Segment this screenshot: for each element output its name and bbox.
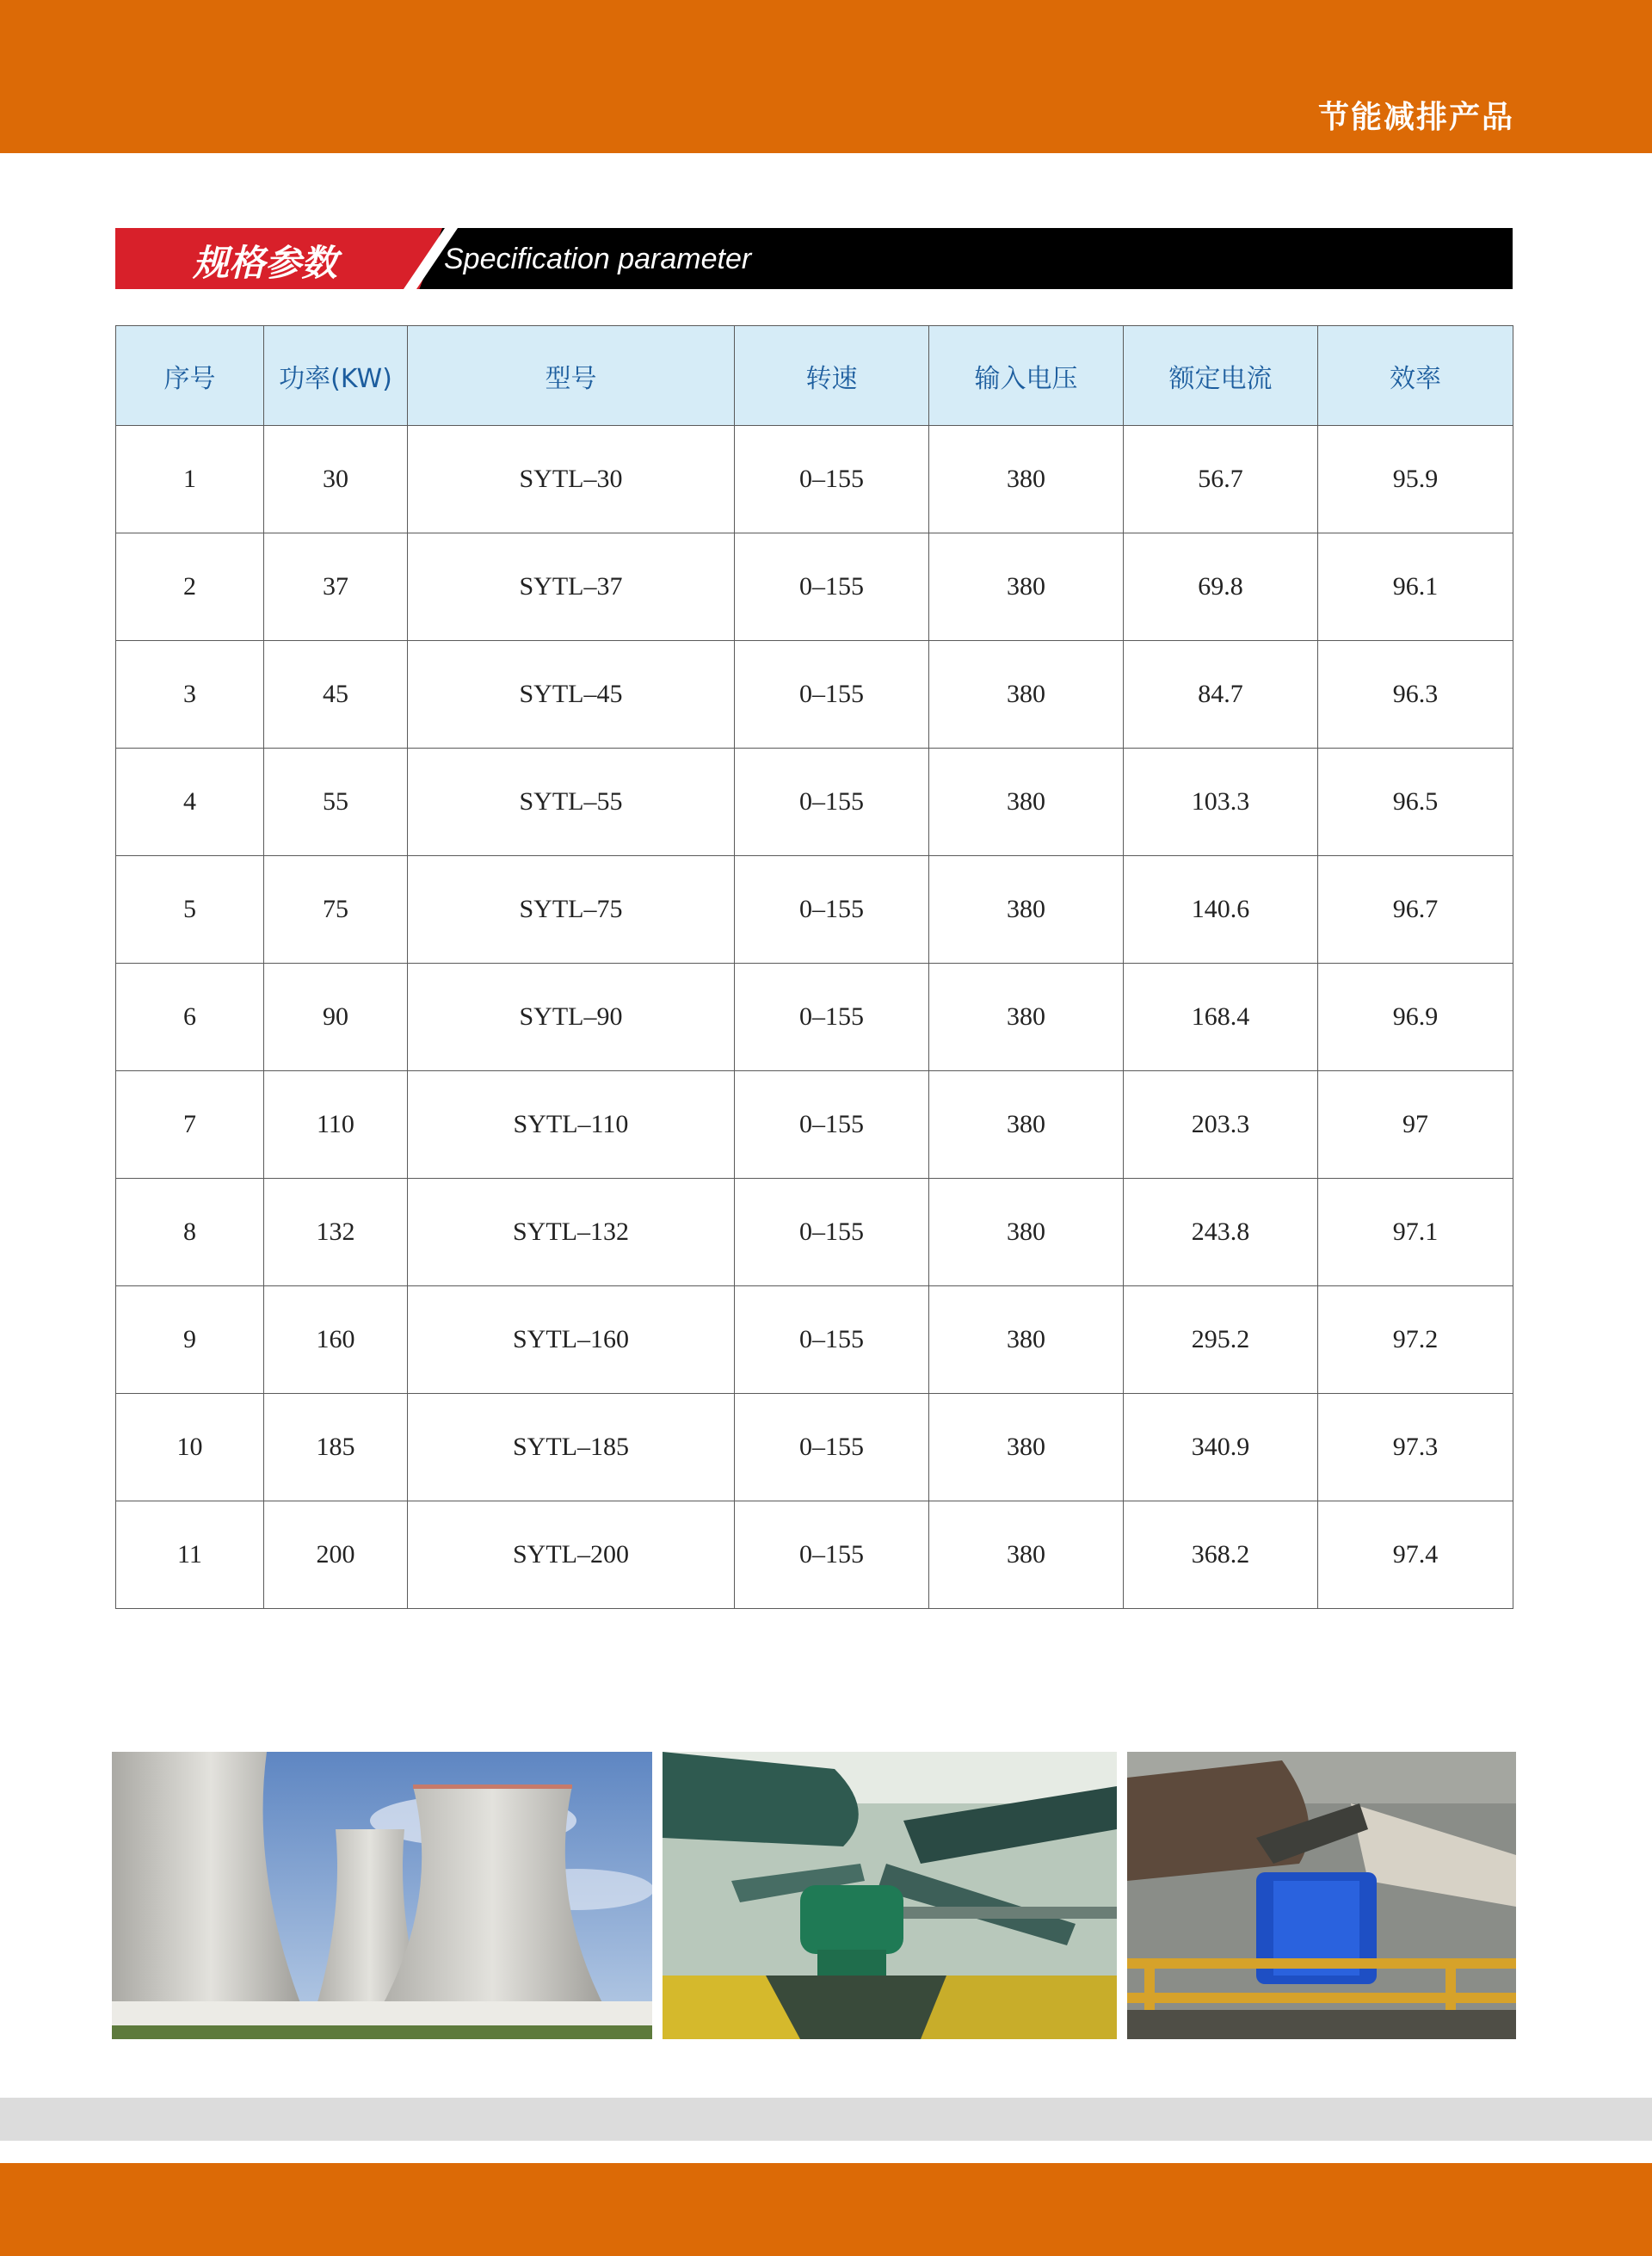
photo-strip bbox=[0, 1752, 1652, 2039]
table-row bbox=[116, 1286, 1513, 1394]
table-cell: 380 bbox=[929, 1071, 1124, 1179]
table-cell: 380 bbox=[929, 856, 1124, 964]
table-cell: 45 bbox=[264, 641, 408, 749]
table-cell: 368.2 bbox=[1124, 1501, 1318, 1609]
table-cell: 132 bbox=[264, 1179, 408, 1286]
table-cell: 380 bbox=[929, 1286, 1124, 1394]
table-cell: 110 bbox=[264, 1071, 408, 1179]
column-header: 功率(KW) bbox=[264, 326, 408, 426]
column-header: 额定电流 bbox=[1124, 326, 1318, 426]
footer-grey-band bbox=[0, 2098, 1652, 2141]
table-cell: SYTL–110 bbox=[408, 1071, 735, 1179]
table-row bbox=[116, 533, 1513, 641]
table-cell: 8 bbox=[116, 1179, 264, 1286]
column-header: 序号 bbox=[116, 326, 264, 426]
section-header bbox=[115, 228, 1513, 289]
table-cell: 0–155 bbox=[735, 1179, 929, 1286]
table-cell: 96.1 bbox=[1318, 533, 1513, 641]
blue-motor-photo bbox=[1127, 1752, 1516, 2039]
table-cell: 0–155 bbox=[735, 856, 929, 964]
table-cell: 0–155 bbox=[735, 641, 929, 749]
table-cell: 0–155 bbox=[735, 964, 929, 1071]
table-header-row bbox=[116, 326, 1513, 426]
table-cell: 11 bbox=[116, 1501, 264, 1609]
table-cell: 97.4 bbox=[1318, 1501, 1513, 1609]
table-cell: 30 bbox=[264, 426, 408, 533]
table-cell: 96.5 bbox=[1318, 749, 1513, 856]
table-row bbox=[116, 641, 1513, 749]
footer-orange-band bbox=[0, 2163, 1652, 2256]
table-cell: 380 bbox=[929, 1501, 1124, 1609]
table-cell: 6 bbox=[116, 964, 264, 1071]
table-cell: SYTL–75 bbox=[408, 856, 735, 964]
table-cell: 10 bbox=[116, 1394, 264, 1501]
table-cell: 140.6 bbox=[1124, 856, 1318, 964]
table-cell: 56.7 bbox=[1124, 426, 1318, 533]
table-cell: 380 bbox=[929, 426, 1124, 533]
table-cell: 380 bbox=[929, 1179, 1124, 1286]
table-cell: 185 bbox=[264, 1394, 408, 1501]
table-cell: 37 bbox=[264, 533, 408, 641]
table-cell: 0–155 bbox=[735, 426, 929, 533]
table-cell: 380 bbox=[929, 964, 1124, 1071]
table-row bbox=[116, 964, 1513, 1071]
table-cell: 96.3 bbox=[1318, 641, 1513, 749]
column-header: 型号 bbox=[408, 326, 735, 426]
table-cell: SYTL–45 bbox=[408, 641, 735, 749]
table-cell: 0–155 bbox=[735, 1286, 929, 1394]
table-row bbox=[116, 1071, 1513, 1179]
table-cell: 96.9 bbox=[1318, 964, 1513, 1071]
table-cell: SYTL–55 bbox=[408, 749, 735, 856]
table-cell: 1 bbox=[116, 426, 264, 533]
fan-motor-photo bbox=[663, 1752, 1117, 2039]
table-cell: 84.7 bbox=[1124, 641, 1318, 749]
table-cell: 97 bbox=[1318, 1071, 1513, 1179]
section-title-cn: 规格参数 bbox=[193, 242, 338, 284]
column-header: 转速 bbox=[735, 326, 929, 426]
table-cell: 2 bbox=[116, 533, 264, 641]
table-cell: 7 bbox=[116, 1071, 264, 1179]
table-cell: 97.2 bbox=[1318, 1286, 1513, 1394]
spec-table bbox=[115, 325, 1513, 1609]
table-cell: 95.9 bbox=[1318, 426, 1513, 533]
table-cell: 0–155 bbox=[735, 1071, 929, 1179]
table-cell: 3 bbox=[116, 641, 264, 749]
table-cell: SYTL–185 bbox=[408, 1394, 735, 1501]
table-cell: 97.1 bbox=[1318, 1179, 1513, 1286]
table-cell: 168.4 bbox=[1124, 964, 1318, 1071]
top-banner bbox=[0, 0, 1652, 153]
table-cell: 96.7 bbox=[1318, 856, 1513, 964]
section-title-en: Specification parameter bbox=[444, 243, 752, 275]
table-row bbox=[116, 1501, 1513, 1609]
table-cell: 380 bbox=[929, 749, 1124, 856]
table-cell: SYTL–160 bbox=[408, 1286, 735, 1394]
table-cell: 5 bbox=[116, 856, 264, 964]
table-cell: 243.8 bbox=[1124, 1179, 1318, 1286]
table-cell: SYTL–132 bbox=[408, 1179, 735, 1286]
table-row bbox=[116, 426, 1513, 533]
table-row bbox=[116, 856, 1513, 964]
table-cell: 0–155 bbox=[735, 749, 929, 856]
cooling-towers-photo bbox=[112, 1752, 652, 2039]
table-cell: 0–155 bbox=[735, 1501, 929, 1609]
table-cell: SYTL–37 bbox=[408, 533, 735, 641]
table-cell: 75 bbox=[264, 856, 408, 964]
table-cell: 97.3 bbox=[1318, 1394, 1513, 1501]
table-cell: 203.3 bbox=[1124, 1071, 1318, 1179]
table-cell: 160 bbox=[264, 1286, 408, 1394]
table-row bbox=[116, 749, 1513, 856]
column-header: 输入电压 bbox=[929, 326, 1124, 426]
table-cell: 0–155 bbox=[735, 533, 929, 641]
table-cell: 380 bbox=[929, 641, 1124, 749]
table-cell: 103.3 bbox=[1124, 749, 1318, 856]
table-cell: 55 bbox=[264, 749, 408, 856]
table-row bbox=[116, 1394, 1513, 1501]
table-cell: 90 bbox=[264, 964, 408, 1071]
table-cell: 380 bbox=[929, 533, 1124, 641]
table-cell: 340.9 bbox=[1124, 1394, 1318, 1501]
table-row bbox=[116, 1179, 1513, 1286]
table-cell: 380 bbox=[929, 1394, 1124, 1501]
table-cell: SYTL–90 bbox=[408, 964, 735, 1071]
table-cell: 4 bbox=[116, 749, 264, 856]
table-cell: 0–155 bbox=[735, 1394, 929, 1501]
category-tag: 节能减排产品 bbox=[1317, 100, 1514, 135]
column-header: 效率 bbox=[1318, 326, 1513, 426]
table-cell: 295.2 bbox=[1124, 1286, 1318, 1394]
table-cell: SYTL–30 bbox=[408, 426, 735, 533]
table-cell: 9 bbox=[116, 1286, 264, 1394]
table-cell: SYTL–200 bbox=[408, 1501, 735, 1609]
table-cell: 69.8 bbox=[1124, 533, 1318, 641]
table-cell: 200 bbox=[264, 1501, 408, 1609]
